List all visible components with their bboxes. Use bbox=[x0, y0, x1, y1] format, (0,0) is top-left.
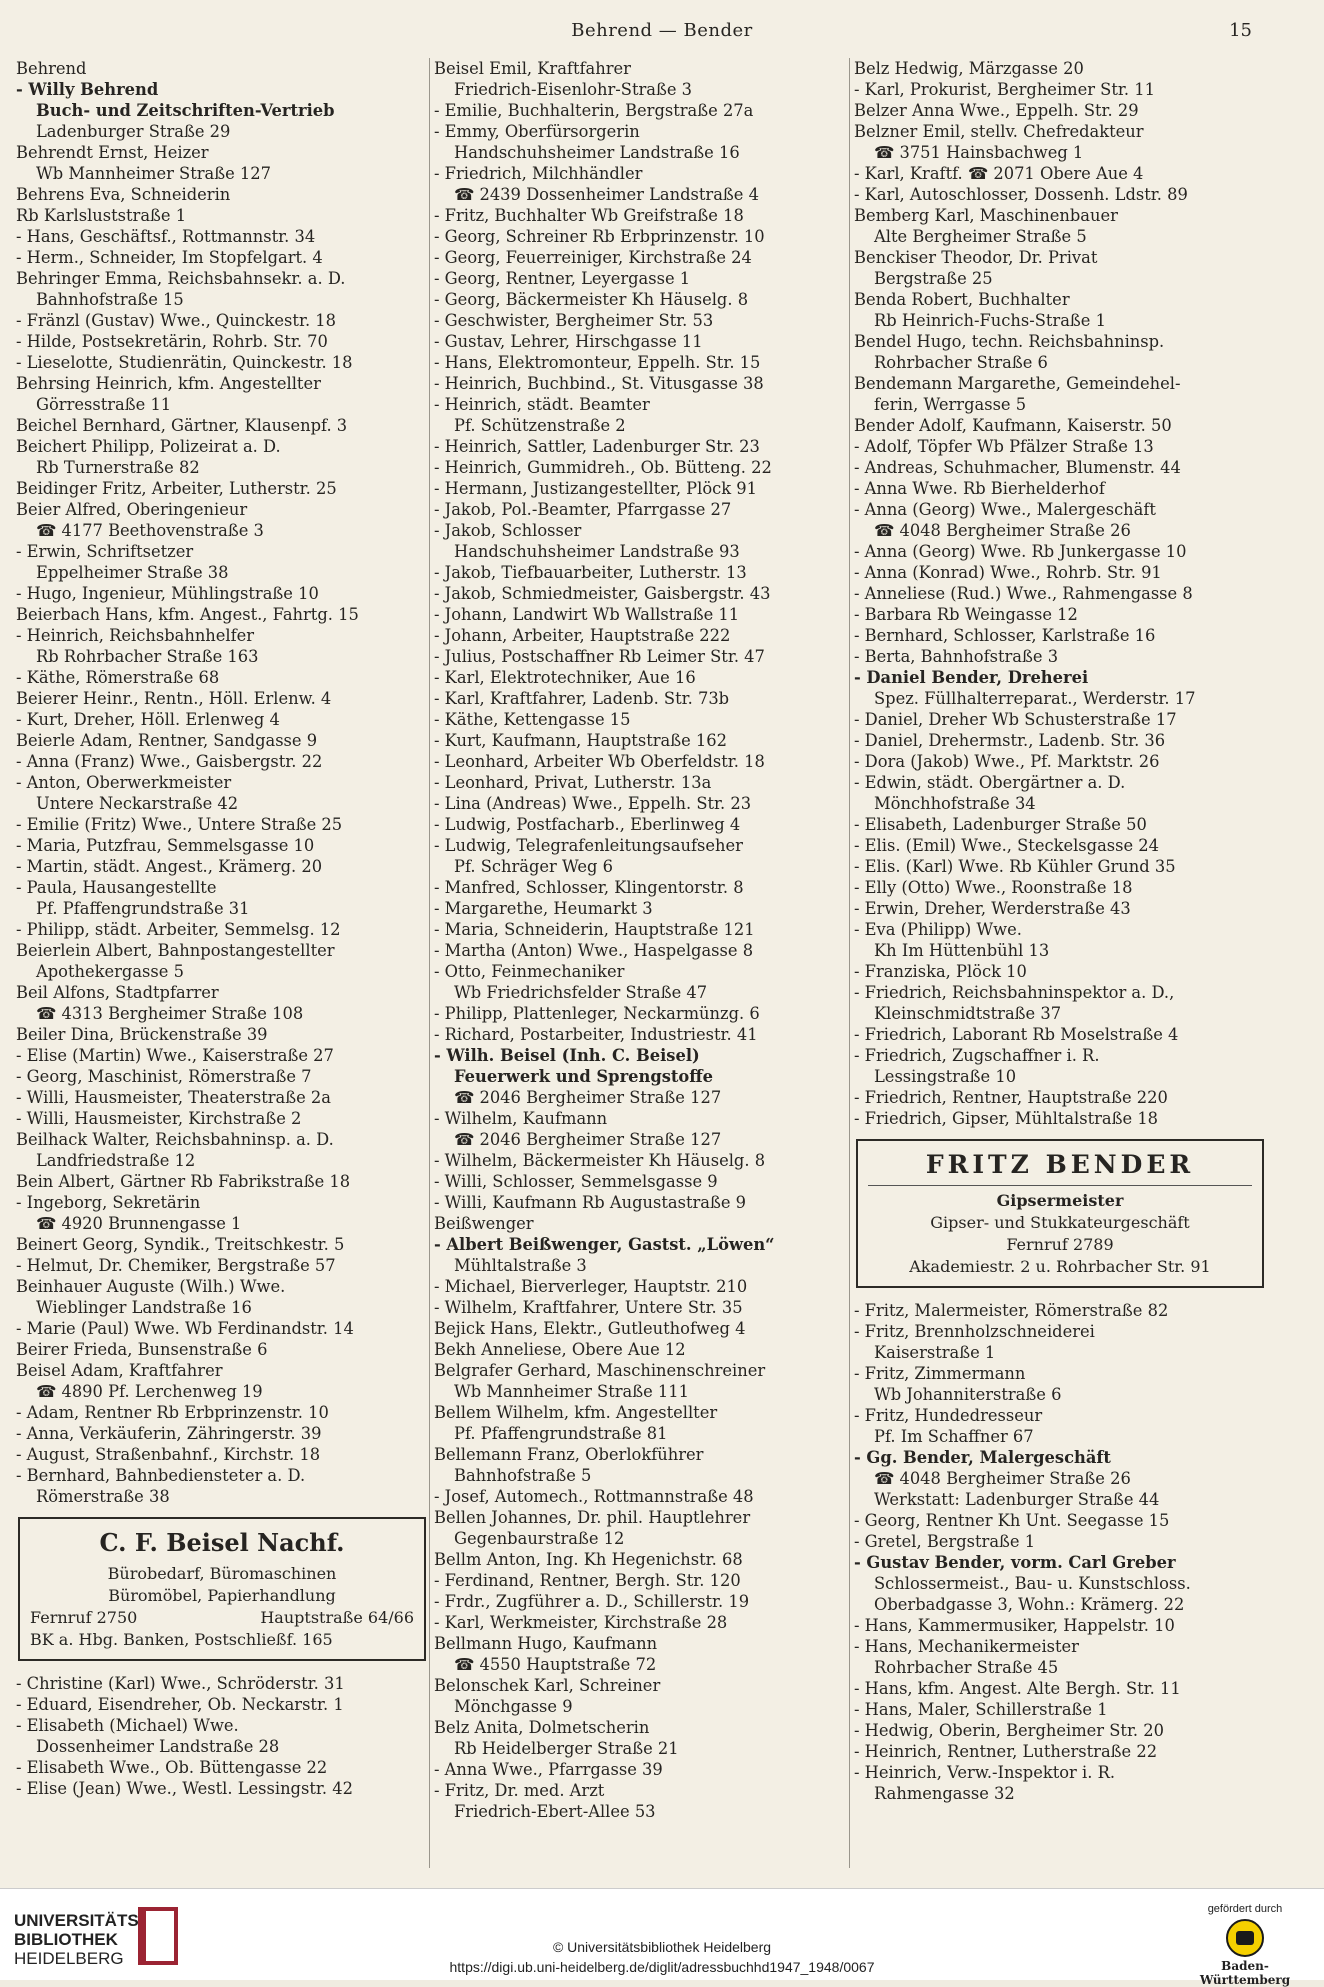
directory-entry: ☎ 2046 Bergheimer Straße 127 bbox=[454, 1130, 722, 1149]
directory-entry: - Georg, Schreiner Rb Erbprinzenstr. 10 bbox=[434, 227, 765, 246]
directory-entry: ferin, Werrgasse 5 bbox=[874, 395, 1027, 414]
directory-entry: Bahnhofstraße 5 bbox=[454, 1466, 592, 1485]
directory-entry: ☎ 4177 Beethovenstraße 3 bbox=[36, 521, 264, 540]
directory-entry: Untere Neckarstraße 42 bbox=[36, 794, 239, 813]
directory-entry: Rohrbacher Straße 6 bbox=[874, 353, 1048, 372]
directory-entry: Spez. Füllhalterreparat., Werderstr. 17 bbox=[874, 689, 1196, 708]
directory-entry: - Georg, Rentner Kh Unt. Seegasse 15 bbox=[854, 1511, 1170, 1530]
directory-entry: - Fritz, Brennholzschneiderei bbox=[854, 1322, 1095, 1341]
directory-entry: Pf. Schräger Weg 6 bbox=[454, 857, 614, 876]
advert-phone: Fernruf 2789 bbox=[1006, 1235, 1114, 1254]
directory-entry: - Anna (Franz) Wwe., Gaisbergstr. 22 bbox=[16, 752, 323, 771]
directory-entry: - Andreas, Schuhmacher, Blumenstr. 44 bbox=[854, 458, 1181, 477]
directory-entry: - Wilhelm, Bäckermeister Kh Häuselg. 8 bbox=[434, 1151, 766, 1170]
directory-entry: - Anna (Georg) Wwe. Rb Junkergasse 10 bbox=[854, 542, 1187, 561]
advert-title: FRITZ BENDER bbox=[868, 1149, 1252, 1186]
directory-entry: - Friedrich, Laborant Rb Moselstraße 4 bbox=[854, 1025, 1179, 1044]
directory-entry: Dossenheimer Landstraße 28 bbox=[36, 1737, 280, 1756]
directory-entry: Beinert Georg, Syndik., Treitschkestr. 5 bbox=[16, 1235, 345, 1254]
directory-entry: - Daniel, Dreher Wb Schusterstraße 17 bbox=[854, 710, 1177, 729]
permalink[interactable]: https://digi.ub.uni-heidelberg.de/diglit/adressbuchhd1947_1948/0067 bbox=[449, 1959, 875, 1975]
directory-entry: - Erwin, Dreher, Werderstraße 43 bbox=[854, 899, 1131, 918]
directory-entry: - Fränzl (Gustav) Wwe., Quinckestr. 18 bbox=[16, 311, 337, 330]
directory-entry: - Willi, Schlosser, Semmelsgasse 9 bbox=[434, 1172, 718, 1191]
advert-beisel bbox=[18, 1517, 426, 1661]
directory-entry: - Käthe, Römerstraße 68 bbox=[16, 668, 220, 687]
directory-entry: - Friedrich, Gipser, Mühltalstraße 18 bbox=[854, 1109, 1159, 1128]
directory-entry: Apothekergasse 5 bbox=[36, 962, 184, 981]
page-number: 15 bbox=[1229, 20, 1252, 41]
directory-entry: - Fritz, Hundedresseur bbox=[854, 1406, 1043, 1425]
directory-entry: - Anna (Konrad) Wwe., Rohrb. Str. 91 bbox=[854, 563, 1162, 582]
directory-entry: - Karl, Autoschlosser, Dossenh. Ldstr. 89 bbox=[854, 185, 1188, 204]
directory-entry: - Georg, Maschinist, Römerstraße 7 bbox=[16, 1067, 312, 1086]
directory-entry: - Friedrich, Reichsbahninspektor a. D., bbox=[854, 983, 1175, 1002]
directory-entry: - Adam, Rentner Rb Erbprinzenstr. 10 bbox=[16, 1403, 329, 1422]
directory-entry: - Heinrich, Sattler, Ladenburger Str. 23 bbox=[434, 437, 760, 456]
directory-entry: - Elisabeth (Michael) Wwe. bbox=[16, 1716, 239, 1735]
directory-entry: - Philipp, städt. Arbeiter, Semmelsg. 12 bbox=[16, 920, 341, 939]
directory-entry: - Karl, Kraftfahrer, Ladenb. Str. 73b bbox=[434, 689, 730, 708]
directory-entry: - Georg, Feuerreiniger, Kirchstraße 24 bbox=[434, 248, 752, 267]
directory-entry: ☎ 4048 Bergheimer Straße 26 bbox=[874, 521, 1131, 540]
directory-entry: Behrens Eva, Schneiderin bbox=[16, 185, 231, 204]
directory-entry: - Hugo, Ingenieur, Mühlingstraße 10 bbox=[16, 584, 319, 603]
directory-entry: - Martin, städt. Angest., Krämerg. 20 bbox=[16, 857, 323, 876]
directory-entry: Feuerwerk und Sprengstoffe bbox=[454, 1067, 713, 1086]
directory-entry: Pf. Schützenstraße 2 bbox=[454, 416, 626, 435]
directory-entry: - Franziska, Plöck 10 bbox=[854, 962, 1027, 981]
directory-entry: - Richard, Postarbeiter, Industriestr. 41 bbox=[434, 1025, 758, 1044]
directory-entry: Beierbach Hans, kfm. Angest., Fahrtg. 15 bbox=[16, 605, 359, 624]
directory-entry: - Leonhard, Arbeiter Wb Oberfeldstr. 18 bbox=[434, 752, 765, 771]
directory-entry: Bellen Johannes, Dr. phil. Hauptlehrer bbox=[434, 1508, 751, 1527]
funder-logo[interactable]: gefördert durch Baden-Württemberg bbox=[1199, 1903, 1291, 1987]
directory-entry: Benckiser Theodor, Dr. Privat bbox=[854, 248, 1098, 267]
directory-entry: Ladenburger Straße 29 bbox=[36, 122, 231, 141]
directory-entry: - Karl, Kraftf. ☎ 2071 Obere Aue 4 bbox=[854, 164, 1144, 183]
directory-entry: Wb Johanniterstraße 6 bbox=[874, 1385, 1062, 1404]
directory-entry: - Anna, Verkäuferin, Zähringerstr. 39 bbox=[16, 1424, 322, 1443]
directory-entry: Wb Friedrichsfelder Straße 47 bbox=[454, 983, 708, 1002]
directory-entry: Görresstraße 11 bbox=[36, 395, 172, 414]
directory-entry: Bahnhofstraße 15 bbox=[36, 290, 184, 309]
directory-entry: - Julius, Postschaffner Rb Leimer Str. 47 bbox=[434, 647, 765, 666]
directory-entry: Behrendt Ernst, Heizer bbox=[16, 143, 209, 162]
advert-line: Bürobedarf, Büromaschinen bbox=[107, 1564, 337, 1583]
directory-entry: - Margarethe, Heumarkt 3 bbox=[434, 899, 653, 918]
directory-entry: Rb Rohrbacher Straße 163 bbox=[36, 647, 259, 666]
directory-entry: Bellemann Franz, Oberlokführer bbox=[434, 1445, 704, 1464]
directory-entry: - Johann, Landwirt Wb Wallstraße 11 bbox=[434, 605, 740, 624]
directory-entry: - Martha (Anton) Wwe., Haspelgasse 8 bbox=[434, 941, 754, 960]
directory-entry: Beidinger Fritz, Arbeiter, Lutherstr. 25 bbox=[16, 479, 337, 498]
directory-entry: - Erwin, Schriftsetzer bbox=[16, 542, 194, 561]
directory-entry: - Karl, Werkmeister, Kirchstraße 28 bbox=[434, 1613, 728, 1632]
directory-entry: - Lieselotte, Studienrätin, Quinckestr. 18 bbox=[16, 353, 353, 372]
directory-entry: Beierer Heinr., Rentn., Höll. Erlenw. 4 bbox=[16, 689, 332, 708]
directory-entry: - Elise (Jean) Wwe., Westl. Lessingstr. 42 bbox=[16, 1779, 353, 1798]
directory-entry: Schlossermeist., Bau- u. Kunstschloss. bbox=[874, 1574, 1191, 1593]
advert-phone: Fernruf 2750 bbox=[30, 1608, 138, 1627]
directory-entry: ☎ 4890 Pf. Lerchenweg 19 bbox=[36, 1382, 263, 1401]
directory-entry: Kleinschmidtstraße 37 bbox=[874, 1004, 1062, 1023]
directory-entry: - Eva (Philipp) Wwe. bbox=[854, 920, 1022, 939]
advert-bank: BK a. Hbg. Banken, Postschließf. 165 bbox=[30, 1630, 333, 1649]
directory-entry: - Anton, Oberwerkmeister bbox=[16, 773, 232, 792]
directory-entry: - Johann, Arbeiter, Hauptstraße 222 bbox=[434, 626, 731, 645]
directory-entry: Mühltalstraße 3 bbox=[454, 1256, 587, 1275]
directory-entry: Eppelheimer Straße 38 bbox=[36, 563, 229, 582]
directory-entry: - Dora (Jakob) Wwe., Pf. Marktstr. 26 bbox=[854, 752, 1160, 771]
directory-entry: Friedrich-Ebert-Allee 53 bbox=[454, 1802, 656, 1821]
directory-entry: - Geschwister, Bergheimer Str. 53 bbox=[434, 311, 714, 330]
directory-entry: Bendel Hugo, techn. Reichsbahninsp. bbox=[854, 332, 1165, 351]
library-logo[interactable]: UNIVERSITÄTS- BIBLIOTHEK HEIDELBERG bbox=[14, 1911, 145, 1968]
directory-entry: - Barbara Rb Weingasse 12 bbox=[854, 605, 1078, 624]
directory-entry: Oberbadgasse 3, Wohn.: Krämerg. 22 bbox=[874, 1595, 1185, 1614]
directory-entry: Beisel Adam, Kraftfahrer bbox=[16, 1361, 223, 1380]
directory-entry: - Jakob, Schlosser bbox=[434, 521, 582, 540]
directory-entry: Mönchgasse 9 bbox=[454, 1697, 573, 1716]
directory-entry: Behrend bbox=[16, 59, 87, 78]
directory-entry: Beinhauer Auguste (Wilh.) Wwe. bbox=[16, 1277, 286, 1296]
directory-entry: Beiler Dina, Brückenstraße 39 bbox=[16, 1025, 268, 1044]
directory-entry: - Daniel, Drehermstr., Ladenb. Str. 36 bbox=[854, 731, 1166, 750]
directory-entry: Beisel Emil, Kraftfahrer bbox=[434, 59, 631, 78]
directory-entry: - Fritz, Buchhalter Wb Greifstraße 18 bbox=[434, 206, 744, 225]
advert-address: Akademiestr. 2 u. Rohrbacher Str. 91 bbox=[909, 1257, 1211, 1276]
directory-entry: - Christine (Karl) Wwe., Schröderstr. 31 bbox=[16, 1674, 345, 1693]
directory-entry: Beirer Frieda, Bunsenstraße 6 bbox=[16, 1340, 268, 1359]
directory-entry: Bellmann Hugo, Kaufmann bbox=[434, 1634, 658, 1653]
directory-entry: - Anneliese (Rud.) Wwe., Rahmengasse 8 bbox=[854, 584, 1193, 603]
directory-entry: - August, Straßenbahnf., Kirchstr. 18 bbox=[16, 1445, 321, 1464]
directory-entry: - Gustav, Lehrer, Hirschgasse 11 bbox=[434, 332, 703, 351]
directory-entry: - Paula, Hausangestellte bbox=[16, 878, 217, 897]
directory-entry: - Kurt, Dreher, Höll. Erlenweg 4 bbox=[16, 710, 280, 729]
directory-entry: Benda Robert, Buchhalter bbox=[854, 290, 1070, 309]
directory-entry: ☎ 4313 Bergheimer Straße 108 bbox=[36, 1004, 304, 1023]
column-divider bbox=[429, 58, 430, 1868]
directory-entry: - Gg. Bender, Malergeschäft bbox=[854, 1448, 1111, 1467]
directory-entry: - Ferdinand, Rentner, Bergh. Str. 120 bbox=[434, 1571, 741, 1590]
running-header: Behrend — Bender bbox=[571, 20, 753, 41]
directory-entry: - Edwin, städt. Obergärtner a. D. bbox=[854, 773, 1126, 792]
directory-entry: - Anna Wwe. Rb Bierhelderhof bbox=[854, 479, 1105, 498]
directory-entry: Bergstraße 25 bbox=[874, 269, 993, 288]
directory-entry: - Michael, Bierverleger, Hauptstr. 210 bbox=[434, 1277, 748, 1296]
advert-fritz-bender bbox=[856, 1139, 1264, 1288]
directory-entry: - Friedrich, Rentner, Hauptstraße 220 bbox=[854, 1088, 1168, 1107]
directory-entry: Rahmengasse 32 bbox=[874, 1784, 1015, 1803]
directory-entry: - Bernhard, Schlosser, Karlstraße 16 bbox=[854, 626, 1156, 645]
directory-entry: Behrsing Heinrich, kfm. Angestellter bbox=[16, 374, 321, 393]
library-logo-mark-icon bbox=[138, 1907, 178, 1965]
directory-entry: Beierlein Albert, Bahnpostangestellter bbox=[16, 941, 335, 960]
directory-entry: Wb Mannheimer Straße 111 bbox=[454, 1382, 689, 1401]
copyright-notice: © Universitätsbibliothek Heidelberg bbox=[552, 1939, 772, 1955]
directory-entry: - Heinrich, Reichsbahnhelfer bbox=[16, 626, 255, 645]
directory-entry: - Hans, Maler, Schillerstraße 1 bbox=[854, 1700, 1108, 1719]
directory-entry: Buch- und Zeitschriften-Vertrieb bbox=[36, 101, 335, 120]
advert-title: C. F. Beisel Nachf. bbox=[99, 1528, 345, 1557]
directory-entry: Handschuhsheimer Landstraße 16 bbox=[454, 143, 740, 162]
directory-entry: Beier Alfred, Oberingenieur bbox=[16, 500, 248, 519]
directory-entry: - Friedrich, Milchhändler bbox=[434, 164, 643, 183]
directory-entry: Behringer Emma, Reichsbahnsekr. a. D. bbox=[16, 269, 346, 288]
directory-entry: Pf. Pfaffengrundstraße 31 bbox=[36, 899, 250, 918]
directory-entry: Gegenbaurstraße 12 bbox=[454, 1529, 625, 1548]
column-2 bbox=[434, 58, 846, 1822]
directory-entry: - Fritz, Dr. med. Arzt bbox=[434, 1781, 605, 1800]
directory-entry: - Elisabeth Wwe., Ob. Büttengasse 22 bbox=[16, 1758, 328, 1777]
directory-entry: - Ludwig, Postfacharb., Eberlinweg 4 bbox=[434, 815, 741, 834]
directory-entry: - Maria, Putzfrau, Semmelsgasse 10 bbox=[16, 836, 315, 855]
directory-entry: - Gretel, Bergstraße 1 bbox=[854, 1532, 1036, 1551]
directory-entry: - Helmut, Dr. Chemiker, Bergstraße 57 bbox=[16, 1256, 336, 1275]
directory-entry: - Otto, Feinmechaniker bbox=[434, 962, 625, 981]
directory-entry: - Josef, Automech., Rottmannstraße 48 bbox=[434, 1487, 754, 1506]
column-3 bbox=[854, 58, 1266, 1804]
directory-entry: - Gustav Bender, vorm. Carl Greber bbox=[854, 1553, 1176, 1572]
directory-entry: - Berta, Bahnhofstraße 3 bbox=[854, 647, 1059, 666]
directory-entry: Belzner Emil, stellv. Chefredakteur bbox=[854, 122, 1144, 141]
directory-entry: - Hilde, Postsekretärin, Rohrb. Str. 70 bbox=[16, 332, 328, 351]
advert-line: Gipser- und Stukkateurgeschäft bbox=[930, 1213, 1190, 1232]
directory-entry: Belonschek Karl, Schreiner bbox=[434, 1676, 661, 1695]
directory-entry: Bein Albert, Gärtner Rb Fabrikstraße 18 bbox=[16, 1172, 351, 1191]
directory-entry: - Heinrich, städt. Beamter bbox=[434, 395, 650, 414]
advert-line: Büromöbel, Papierhandlung bbox=[108, 1586, 336, 1605]
directory-entry: Friedrich-Eisenlohr-Straße 3 bbox=[454, 80, 693, 99]
directory-entry: Rohrbacher Straße 45 bbox=[874, 1658, 1059, 1677]
directory-entry: Belzer Anna Wwe., Eppelh. Str. 29 bbox=[854, 101, 1139, 120]
directory-entry: - Karl, Prokurist, Bergheimer Str. 11 bbox=[854, 80, 1155, 99]
directory-entry: - Elisabeth, Ladenburger Straße 50 bbox=[854, 815, 1147, 834]
directory-entry: - Hans, Elektromonteur, Eppelh. Str. 15 bbox=[434, 353, 761, 372]
directory-entry: - Hans, kfm. Angest. Alte Bergh. Str. 11 bbox=[854, 1679, 1181, 1698]
directory-entry: - Fritz, Malermeister, Römerstraße 82 bbox=[854, 1301, 1169, 1320]
directory-entry: Bellem Wilhelm, kfm. Angestellter bbox=[434, 1403, 718, 1422]
directory-entry: - Hans, Geschäftsf., Rottmannstr. 34 bbox=[16, 227, 316, 246]
directory-entry: Römerstraße 38 bbox=[36, 1487, 170, 1506]
directory-entry: - Wilhelm, Kraftfahrer, Untere Str. 35 bbox=[434, 1298, 743, 1317]
directory-entry: Beißwenger bbox=[434, 1214, 534, 1233]
directory-entry: - Frdr., Zugführer a. D., Schillerstr. 19 bbox=[434, 1592, 750, 1611]
directory-entry: - Willi, Hausmeister, Kirchstraße 2 bbox=[16, 1109, 302, 1128]
directory-entry: - Elly (Otto) Wwe., Roonstraße 18 bbox=[854, 878, 1133, 897]
directory-entry: Beilhack Walter, Reichsbahninsp. a. D. bbox=[16, 1130, 334, 1149]
directory-entry: Rb Heidelberger Straße 21 bbox=[454, 1739, 679, 1758]
directory-entry: ☎ 4920 Brunnengasse 1 bbox=[36, 1214, 242, 1233]
directory-entry: ☎ 3751 Hainsbachweg 1 bbox=[874, 143, 1084, 162]
directory-entry: - Hermann, Justizangestellter, Plöck 91 bbox=[434, 479, 758, 498]
directory-entry: - Jakob, Tiefbauarbeiter, Lutherstr. 13 bbox=[434, 563, 747, 582]
directory-entry: Kh Im Hüttenbühl 13 bbox=[874, 941, 1050, 960]
directory-entry: Belgrafer Gerhard, Maschinenschreiner bbox=[434, 1361, 766, 1380]
directory-entry: Lessingstraße 10 bbox=[874, 1067, 1017, 1086]
directory-entry: - Ludwig, Telegrafenleitungsaufseher bbox=[434, 836, 743, 855]
directory-entry: ☎ 2046 Bergheimer Straße 127 bbox=[454, 1088, 722, 1107]
directory-entry: - Ingeborg, Sekretärin bbox=[16, 1193, 201, 1212]
directory-entry: - Hedwig, Oberin, Bergheimer Str. 20 bbox=[854, 1721, 1165, 1740]
directory-entry: - Emilie (Fritz) Wwe., Untere Straße 25 bbox=[16, 815, 343, 834]
directory-entry: - Karl, Elektrotechniker, Aue 16 bbox=[434, 668, 696, 687]
directory-entry: ☎ 4550 Hauptstraße 72 bbox=[454, 1655, 657, 1674]
directory-entry: - Heinrich, Verw.-Inspektor i. R. bbox=[854, 1763, 1115, 1782]
directory-entry: - Maria, Schneiderin, Hauptstraße 121 bbox=[434, 920, 755, 939]
directory-entry: - Lina (Andreas) Wwe., Eppelh. Str. 23 bbox=[434, 794, 752, 813]
directory-entry: Beichert Philipp, Polizeirat a. D. bbox=[16, 437, 281, 456]
directory-entry: - Emmy, Oberfürsorgerin bbox=[434, 122, 640, 141]
directory-entry: Beierle Adam, Rentner, Sandgasse 9 bbox=[16, 731, 318, 750]
directory-entry: - Käthe, Kettengasse 15 bbox=[434, 710, 631, 729]
directory-entry: - Anna Wwe., Pfarrgasse 39 bbox=[434, 1760, 663, 1779]
directory-entry: - Daniel Bender, Dreherei bbox=[854, 668, 1089, 687]
directory-entry: - Wilh. Beisel (Inh. C. Beisel) bbox=[434, 1046, 700, 1065]
directory-entry: - Marie (Paul) Wwe. Wb Ferdinandstr. 14 bbox=[16, 1319, 354, 1338]
crest-icon bbox=[1226, 1919, 1264, 1957]
column-divider bbox=[849, 58, 850, 1868]
directory-entry: Alte Bergheimer Straße 5 bbox=[874, 227, 1087, 246]
directory-entry: - Willi, Hausmeister, Theaterstraße 2a bbox=[16, 1088, 331, 1107]
directory-entry: - Leonhard, Privat, Lutherstr. 13a bbox=[434, 773, 712, 792]
directory-entry: - Hans, Kammermusiker, Happelstr. 10 bbox=[854, 1616, 1175, 1635]
directory-entry: - Friedrich, Zugschaffner i. R. bbox=[854, 1046, 1100, 1065]
directory-entry: Belz Anita, Dolmetscherin bbox=[434, 1718, 650, 1737]
directory-entry: Werkstatt: Ladenburger Straße 44 bbox=[874, 1490, 1160, 1509]
directory-entry: - Heinrich, Rentner, Lutherstraße 22 bbox=[854, 1742, 1158, 1761]
directory-entry: - Elis. (Karl) Wwe. Rb Kühler Grund 35 bbox=[854, 857, 1176, 876]
directory-entry: Wb Mannheimer Straße 127 bbox=[36, 164, 271, 183]
directory-entry: Bejick Hans, Elektr., Gutleuthofweg 4 bbox=[434, 1319, 746, 1338]
directory-entry: - Willi, Kaufmann Rb Augustastraße 9 bbox=[434, 1193, 747, 1212]
directory-entry: Bender Adolf, Kaufmann, Kaiserstr. 50 bbox=[854, 416, 1172, 435]
directory-entry: Rb Heinrich-Fuchs-Straße 1 bbox=[874, 311, 1106, 330]
directory-entry: - Elise (Martin) Wwe., Kaiserstraße 27 bbox=[16, 1046, 334, 1065]
directory-entry: - Wilhelm, Kaufmann bbox=[434, 1109, 608, 1128]
column-1 bbox=[16, 58, 428, 1799]
directory-entry: - Heinrich, Buchbind., St. Vitusgasse 38 bbox=[434, 374, 764, 393]
directory-entry: - Anna (Georg) Wwe., Malergeschäft bbox=[854, 500, 1156, 519]
directory-entry: Handschuhsheimer Landstraße 93 bbox=[454, 542, 740, 561]
directory-entry: Belz Hedwig, Märzgasse 20 bbox=[854, 59, 1084, 78]
directory-entry: Landfriedstraße 12 bbox=[36, 1151, 196, 1170]
advert-address: Hauptstraße 64/66 bbox=[260, 1608, 414, 1627]
directory-entry: - Elis. (Emil) Wwe., Steckelsgasse 24 bbox=[854, 836, 1160, 855]
directory-entry: - Georg, Rentner, Leyergasse 1 bbox=[434, 269, 691, 288]
directory-entry: Wieblinger Landstraße 16 bbox=[36, 1298, 252, 1317]
directory-entry: - Fritz, Zimmermann bbox=[854, 1364, 1026, 1383]
directory-entry: - Jakob, Schmiedmeister, Gaisbergstr. 43 bbox=[434, 584, 771, 603]
directory-entry: Bekh Anneliese, Obere Aue 12 bbox=[434, 1340, 686, 1359]
directory-entry: - Emilie, Buchhalterin, Bergstraße 27a bbox=[434, 101, 754, 120]
directory-entry: Rb Karlsluststraße 1 bbox=[16, 206, 187, 225]
advert-line: Gipsermeister bbox=[996, 1191, 1124, 1210]
directory-entry: Mönchhofstraße 34 bbox=[874, 794, 1036, 813]
directory-entry: Bellm Anton, Ing. Kh Hegenichstr. 68 bbox=[434, 1550, 743, 1569]
directory-entry: - Georg, Bäckermeister Kh Häuselg. 8 bbox=[434, 290, 749, 309]
directory-entry: ☎ 2439 Dossenheimer Landstraße 4 bbox=[454, 185, 759, 204]
directory-entry: Rb Turnerstraße 82 bbox=[36, 458, 200, 477]
directory-entry: Bemberg Karl, Maschinenbauer bbox=[854, 206, 1118, 225]
directory-entry: Pf. Im Schaffner 67 bbox=[874, 1427, 1034, 1446]
directory-entry: Beil Alfons, Stadtpfarrer bbox=[16, 983, 219, 1002]
directory-entry: Beichel Bernhard, Gärtner, Klausenpf. 3 bbox=[16, 416, 348, 435]
directory-entry: - Philipp, Plattenleger, Neckarmünzg. 6 bbox=[434, 1004, 760, 1023]
directory-entry: ☎ 4048 Bergheimer Straße 26 bbox=[874, 1469, 1131, 1488]
directory-entry: - Eduard, Eisendreher, Ob. Neckarstr. 1 bbox=[16, 1695, 344, 1714]
directory-entry: - Heinrich, Gummidreh., Ob. Bütteng. 22 bbox=[434, 458, 772, 477]
directory-entry: - Albert Beißwenger, Gastst. „Löwen“ bbox=[434, 1235, 775, 1254]
directory-entry: Pf. Pfaffengrundstraße 81 bbox=[454, 1424, 668, 1443]
directory-entry: - Bernhard, Bahnbediensteter a. D. bbox=[16, 1466, 306, 1485]
directory-entry: - Willy Behrend bbox=[16, 80, 159, 99]
directory-entry: - Kurt, Kaufmann, Hauptstraße 162 bbox=[434, 731, 727, 750]
viewer-footer bbox=[0, 1888, 1324, 1987]
directory-entry: Bendemann Margarethe, Gemeindehel- bbox=[854, 374, 1181, 393]
directory-entry: - Herm., Schneider, Im Stopfelgart. 4 bbox=[16, 248, 323, 267]
directory-entry: - Adolf, Töpfer Wb Pfälzer Straße 13 bbox=[854, 437, 1154, 456]
directory-entry: - Manfred, Schlosser, Klingentorstr. 8 bbox=[434, 878, 744, 897]
directory-entry: - Jakob, Pol.-Beamter, Pfarrgasse 27 bbox=[434, 500, 732, 519]
directory-entry: - Hans, Mechanikermeister bbox=[854, 1637, 1079, 1656]
directory-entry: Kaiserstraße 1 bbox=[874, 1343, 996, 1362]
